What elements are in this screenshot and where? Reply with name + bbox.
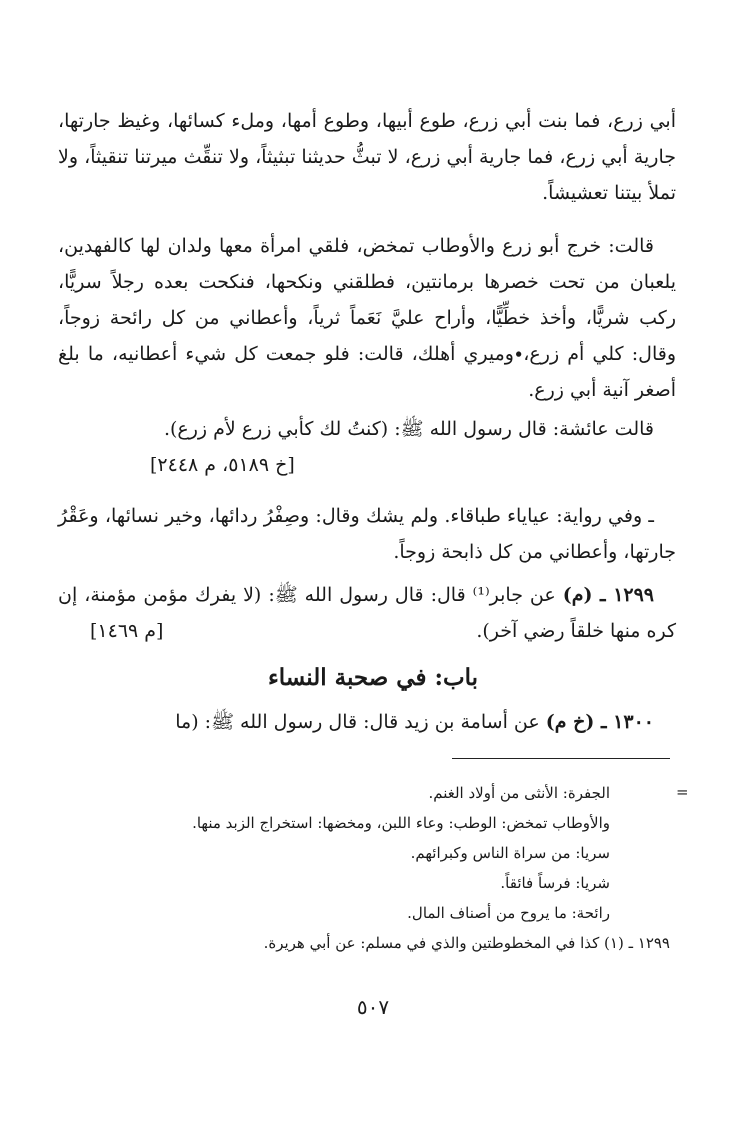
paragraph-4-text: ـ وفي رواية: عياياء طباقاء. ولم يشك وقال: وصِفْرُ ردائها، وخير نسائها، وعَقْرُ جارتها، وأعطاني من كل ذابحة زوجاً.	[58, 505, 676, 563]
paragraph-2-text: قالت: خرج أبو زرع والأوطاب تمخض، فلقي امرأة معها ولدان لها كالفهدين، يلعبان من تحت خصرها برمانتين، فطلقني ونكحها، فنكحت بعده رجلاً سريًّا، ركب شريًّا، وأخذ خطِّيًّا، وأراح عليَّ نَعَماً ثرياً، وأعطاني من كل رائحة زوجاً، وقال: كلي أم زرع،∙وميري أهلك، قالت: فلو جمعت كل شيء أعطانيه، ما بلغ أصغر آنية أبي زرع.	[58, 235, 676, 401]
page-number: ٥٠٧	[356, 995, 390, 1019]
reference-bukhari-muslim: [خ ٥١٨٩، م ٢٤٤٨]	[150, 454, 295, 476]
paragraph-3	[58, 411, 676, 447]
footnote-item: شريا: فرساً فائقاً.	[500, 874, 610, 892]
reference-muslim-1469: [م ١٤٦٩]	[90, 620, 164, 642]
footnote-item: سريا: من سراة الناس وكبرائهم.	[410, 844, 610, 862]
footnote-item: رائحة: ما يروح من أصناف المال.	[407, 904, 610, 922]
footnotes	[70, 778, 670, 958]
hadith-1300	[58, 704, 676, 740]
footnote-hadith-1299: ١٢٩٩ ـ (١) كذا في المخطوطتين والذي في مسلم: عن أبي هريرة.	[263, 934, 670, 952]
paragraph-3-text: قالت عائشة: قال رسول الله ﷺ: (كنتُ لك كأبي زرع لأم زرع).	[163, 418, 654, 440]
footnote-continuation-mark: =	[676, 783, 689, 801]
footnote-separator	[452, 758, 670, 759]
hadith-1300-number: ١٣٠٠ ـ (خ م)	[545, 711, 654, 733]
footnote-item: والأوطاب تمخض: الوطب: وعاء اللبن، ومخضها: استخراج الزبد منها.	[192, 814, 610, 832]
paragraph-4	[58, 498, 676, 570]
paragraph-1-text: أبي زرع، فما بنت أبي زرع، طوع أبيها، وطوع أمها، وملء كسائها، وغيظ جارتها، جارية أبي زرع، فما جارية أبي زرع، لا تبثُّ حديثنا تبثيثاً، ولا تنقِّث ميرتنا تنقيثاً، ولا تملأ بيتنا تعشيشاً.	[58, 110, 676, 204]
chapter-title: باب: في صحبة النساء	[267, 664, 479, 691]
hadith-1299-text: عن جابر⁽¹⁾ قال: قال رسول الله ﷺ: (لا يفرك مؤمن مؤمنة، إن كره منها خلقاً رضي آخر).	[58, 584, 676, 642]
paragraph-1	[58, 103, 676, 211]
hadith-1299-number: ١٢٩٩ ـ (م)	[562, 584, 655, 606]
hadith-1300-text: عن أسامة بن زيد قال: قال رسول الله ﷺ: (ما	[175, 711, 540, 733]
paragraph-2	[58, 228, 676, 408]
footnote-item: الجفرة: الأنثى من أولاد الغنم.	[428, 784, 610, 802]
